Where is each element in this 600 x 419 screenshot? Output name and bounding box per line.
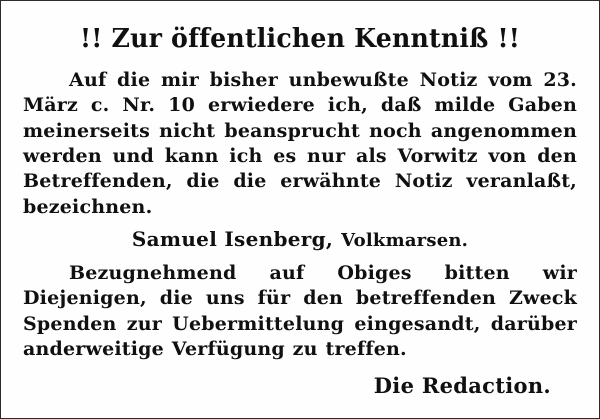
notice-closing: Die Redaction. — [373, 372, 551, 398]
notice-paragraph-1-text: Auf die mir bisher unbewußte Notiz vom 23. März c. Nr. 10 erwiedere ich, daß milde Gaben meinerseits nicht beansprucht noch angenommen werden und kann ich es nur als Vorwitz von den Betreffenden, die die erwähnte Notiz veranlaßt, bezeichnen. — [23, 68, 577, 218]
notice-body — [23, 15, 577, 410]
notice-paragraph-2 — [23, 261, 577, 363]
signature-place: Volkmarsen. — [341, 230, 469, 252]
notice-paragraph-2-text: Bezugnehmend auf Obiges bitten wir Diejenigen, die uns für den betreffenden Zweck Spenden zur Uebermittelung eingesandt, darüber anderweitige Verfügung zu treffen. — [23, 262, 577, 361]
notice-signature — [23, 226, 577, 253]
signature-name: Samuel Isenberg, — [131, 227, 334, 252]
notice-paragraph-1 — [23, 68, 577, 221]
notice-headline: !! Zur öffentlichen Kenntniß !! — [79, 24, 521, 54]
